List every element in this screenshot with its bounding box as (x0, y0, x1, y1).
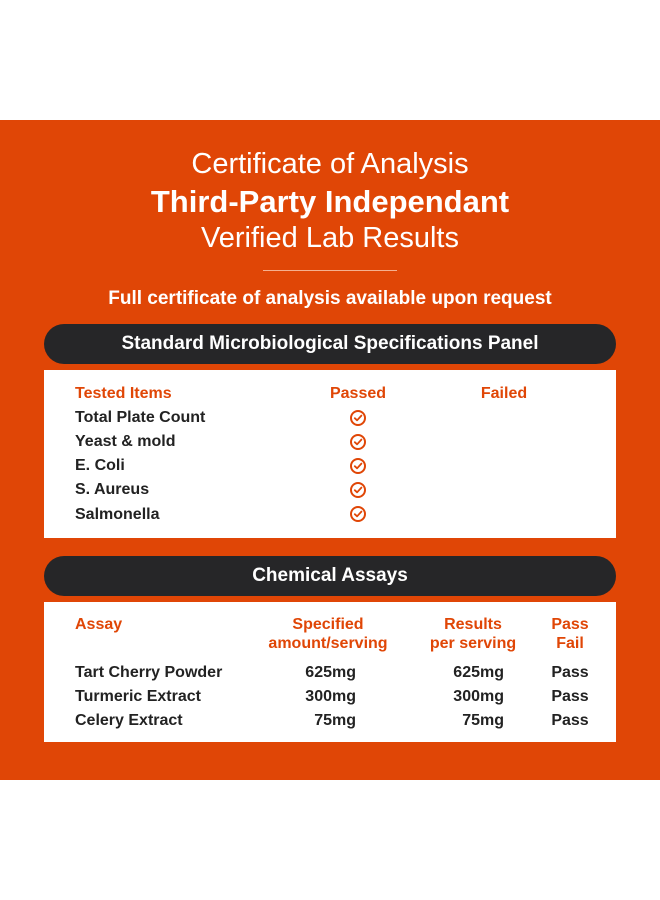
assay-result: 625mg (453, 664, 504, 681)
micro-item-label: S. Aureus (75, 481, 150, 498)
col-results-line-2: per serving (429, 635, 517, 652)
assay-specified: 75mg (314, 712, 356, 729)
col-pass-line-1: Pass (551, 616, 589, 633)
assay-specified: 625mg (305, 664, 356, 681)
col-results-line-1: Results (444, 616, 502, 633)
chemical-assays-card (44, 602, 616, 742)
col-assay: Assay (75, 616, 123, 633)
check-circle-icon (350, 506, 366, 522)
assay-result: 300mg (453, 688, 504, 705)
col-specified-line-1: Specified (292, 616, 364, 633)
micro-item-label: Yeast & mold (75, 433, 176, 450)
col-failed: Failed (480, 385, 528, 402)
assay-status: Pass (551, 664, 589, 681)
micro-item-label: Total Plate Count (75, 409, 206, 426)
micro-panel-card (44, 370, 616, 538)
check-circle-icon (350, 458, 366, 474)
chemical-assays-title: Chemical Assays (44, 556, 616, 596)
assay-specified: 300mg (305, 688, 356, 705)
check-circle-icon (350, 434, 366, 450)
assay-status: Pass (551, 688, 589, 705)
assay-result: 75mg (462, 712, 504, 729)
micro-panel-title: Standard Microbiological Specifications Panel (44, 324, 616, 364)
check-circle-icon (350, 410, 366, 426)
title-line-2: Third-Party Independant (150, 184, 510, 219)
title-line-1: Certificate of Analysis (191, 148, 469, 180)
assay-status: Pass (551, 712, 589, 729)
assay-name: Tart Cherry Powder (75, 664, 223, 681)
col-tested-items: Tested Items (75, 385, 172, 402)
micro-item-label: E. Coli (75, 457, 125, 474)
check-circle-icon (350, 482, 366, 498)
title-line-3: Verified Lab Results (201, 222, 459, 254)
title-divider (263, 270, 397, 271)
col-specified-line-2: amount/serving (268, 635, 388, 652)
col-pass-line-2: Fail (556, 635, 584, 652)
micro-item-label: Salmonella (75, 506, 160, 523)
col-passed: Passed (329, 385, 387, 402)
subtitle: Full certificate of analysis available upon request (108, 288, 552, 309)
assay-name: Celery Extract (75, 712, 183, 729)
assay-name: Turmeric Extract (75, 688, 201, 705)
